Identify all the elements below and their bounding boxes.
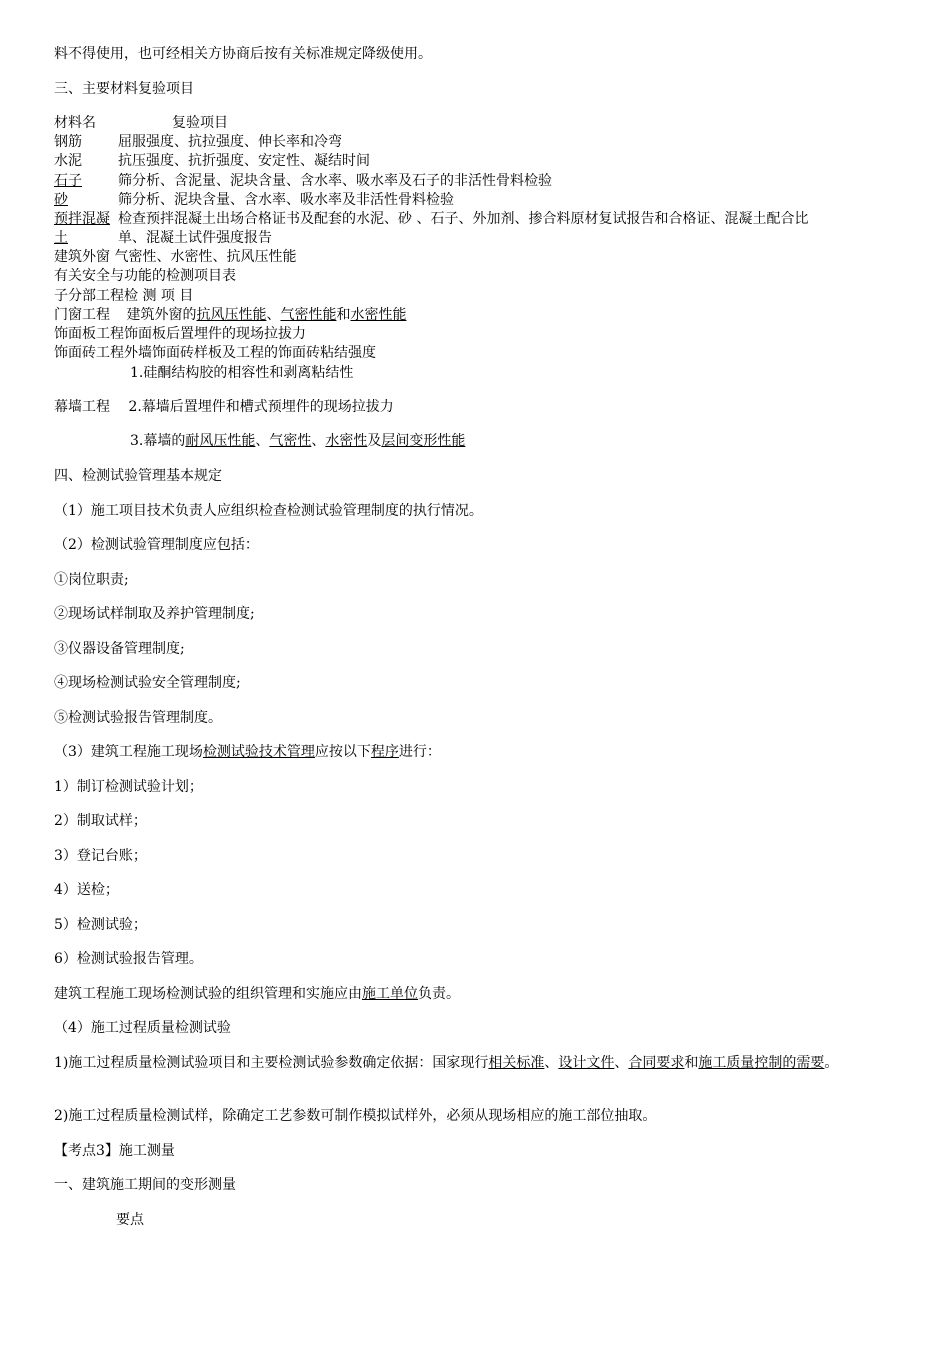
intro-line: 料不得使用，也可经相关方协商后按有关标准规定降级使用。 [54,46,432,62]
paragraph-4: （4）施工过程质量检测试验 [54,1020,231,1036]
curtain-item-1: 1.硅酮结构胶的相容性和剥离粘结性 [130,365,354,381]
water-tightness: 水密性能 [350,307,407,323]
quality-sample: 2)施工过程质量检测试样，除确定工艺参数可制作模拟试样外，必须从现场相应的施工部位抽取。 [54,1108,657,1124]
safety-title: 有关安全与功能的检测项目表 [54,268,236,284]
wind-pressure: 抗风压性能 [196,307,267,323]
step-item: 3）登记台账； [54,848,147,864]
curtain-row [54,399,394,416]
list-item: ③仪器设备管理制度; [54,641,185,657]
air-tightness: 气密性能 [280,307,337,323]
header-col-items: 复验项目 [172,115,228,131]
safety-header: 子分部工程检 测 项 目 [54,288,194,304]
section4-title: 四、检测试验管理基本规定 [54,468,222,484]
panel-row: 饰面板工程饰面板后置埋件的现场拉拔力 [54,326,306,342]
table-row [54,153,370,170]
table-header [54,115,228,132]
material-name: 石子 [54,173,82,189]
table-row-concrete-cont [54,230,272,247]
material-items: 抗压强度、抗折强度、安定性、凝结时间 [118,153,370,169]
list-item: ②现场试样制取及养护管理制度; [54,606,255,622]
material-items: 单、混凝土试件强度报告 [118,230,272,246]
paragraph-1: （1）施工项目技术负责人应组织检查检测试验管理制度的执行情况。 [54,503,483,519]
table-row [54,173,552,190]
curtain-item-2: 2.幕墙后置埋件和槽式预埋件的现场拉拔力 [128,399,394,415]
list-item: ④现场检测试验安全管理制度; [54,675,241,691]
table-row-concrete [54,211,809,228]
kaodian-title: 【考点3】施工测量 [54,1143,175,1159]
material-items: 屈服强度、抗拉强度、伸长率和冷弯 [118,134,342,150]
material-items: 筛分析、含泥量、泥块含量、含水率、吸水率及石子的非活性骨料检验 [118,173,552,189]
material-name: 预拌混凝 [54,211,110,227]
quality-basis: 1)施工过程质量检测试验项目和主要检测试验参数确定依据：国家现行相关标准、设计文件、合同要求和施工质量控制的需要。 [54,1055,839,1071]
header-col-name: 材料名 [54,115,96,131]
step-item: 1）制订检测试验计划； [54,779,203,795]
table-row [54,134,342,151]
step-item: 5）检测试验； [54,917,147,933]
paragraph-2: （2）检测试验管理制度应包括： [54,537,259,553]
material-name: 土 [54,230,68,246]
table-row [54,192,454,209]
list-item: ①岗位职责; [54,572,129,588]
step-item: 2）制取试样； [54,813,147,829]
material-name: 砂 [54,192,68,208]
responsibility-line: 建筑工程施工现场检测试验的组织管理和实施应由施工单位负责。 [54,986,460,1002]
key-points-label: 要点 [116,1212,144,1228]
tile-row: 饰面砖工程外墙饰面砖样板及工程的饰面砖粘结强度 [54,345,376,361]
material-items: 检查预拌混凝土出场合格证书及配套的水泥、砂 、石子、外加剂、掺合料原材复试报告和合格证、混凝土配合比 [118,211,809,227]
kaodian-subtitle: 一、建筑施工期间的变形测量 [54,1177,236,1193]
material-name: 钢筋 [54,134,82,150]
step-item: 4）送检； [54,882,119,898]
section3-title: 三、主要材料复验项目 [54,81,194,97]
step-item: 6）检测试验报告管理。 [54,951,203,967]
list-item: ⑤检测试验报告管理制度。 [54,710,222,726]
curtain-item-3: 3.幕墙的耐风压性能、气密性、水密性及层间变形性能 [130,433,466,449]
material-items: 筛分析、泥块含量、含水率、吸水率及非活性骨料检验 [118,192,454,208]
material-name: 水泥 [54,153,82,169]
paragraph-3: （3）建筑工程施工现场检测试验技术管理应按以下程序进行： [54,744,441,760]
curtain-name: 幕墙工程 [54,399,110,415]
door-name: 门窗工程 [54,307,110,323]
door-row: 门窗工程 建筑外窗的抗风压性能、气密性能和水密性能 [54,307,407,323]
window-row: 建筑外窗 气密性、水密性、抗风压性能 [54,249,297,265]
